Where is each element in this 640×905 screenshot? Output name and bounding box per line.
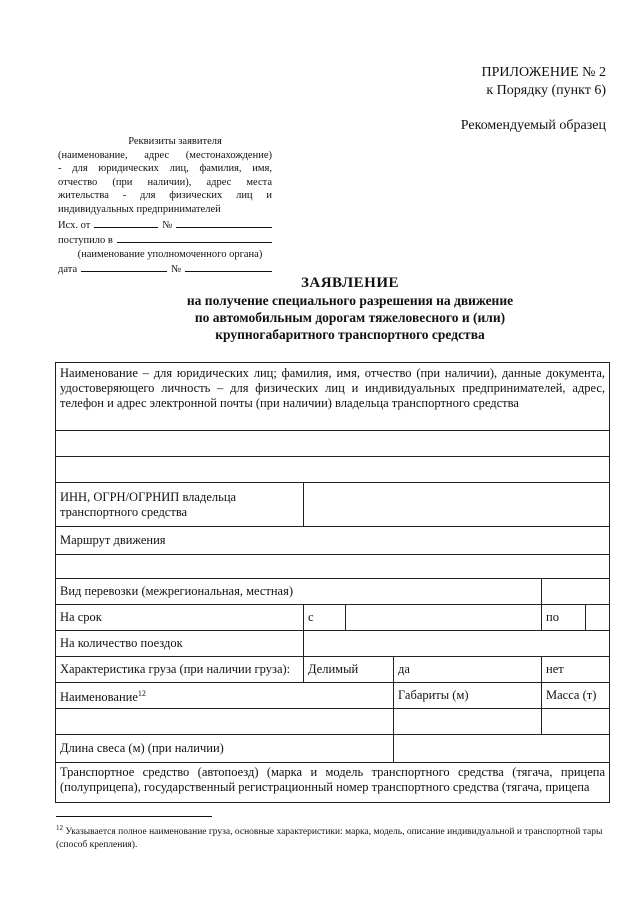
divisible-yes[interactable]: да [394, 657, 542, 683]
term-to-field[interactable] [586, 605, 610, 631]
outgoing-label: Исх. от [58, 219, 91, 231]
dimensions-field[interactable] [394, 709, 542, 735]
authority-field[interactable] [117, 232, 272, 243]
cargo-label: Характеристика груза (при наличии груза): [56, 657, 304, 683]
route-field[interactable] [56, 555, 610, 579]
overhang-label: Длина свеса (м) (при наличии) [56, 735, 394, 763]
title-main: ЗАЯВЛЕНИЕ [300, 275, 400, 291]
application-form-table [55, 362, 610, 803]
term-from-field[interactable] [346, 605, 542, 631]
inn-field[interactable] [304, 483, 610, 527]
divisible-no[interactable]: нет [542, 657, 610, 683]
footnote [56, 822, 626, 852]
owner-name-field[interactable] [56, 431, 610, 457]
term-from-label: с [304, 605, 346, 631]
appendix-title: ПРИЛОЖЕНИЕ № 2 [481, 65, 606, 80]
received-line [58, 232, 272, 248]
order-reference: к Порядку (пункт 6) [486, 83, 606, 98]
recommended-sample: Рекомендуемый образец [460, 118, 606, 133]
requisites-title: Реквизиты заявителя [128, 136, 222, 147]
footnote-text: Указывается полное наименование груза, основные характеристики: марка, модель, описание индивидуальной и транспортной тары (способ крепления). [56, 827, 603, 851]
outgoing-number-field[interactable] [176, 217, 272, 228]
number-sign: № [162, 219, 173, 231]
vehicle-label: Транспортное средство (автопоезд) (марка и модель транспортного средства (тягача, прицепа (полуприцепа), государственный регистрационный номер транспортного средства (тягача, прицепа [56, 763, 610, 803]
transport-type-field[interactable] [542, 579, 610, 605]
owner-name-label: Наименование – для юридических лиц; фамилия, имя, отчество (при наличии), данные документа, удостоверяющего личность – для физических лиц и индивидуальных предпринимателей, адрес, телефон и адрес электронной почты (при наличии) владельца транспортного средства [56, 363, 610, 431]
title-line: на получение специального разрешения на движение [186, 293, 514, 308]
date-label: дата [58, 264, 78, 276]
cargo-name-label: Наименование$^{12}$ [56, 683, 394, 709]
inn-label: ИНН, ОГРН/ОГРНИП владельца транспортного средства [56, 483, 304, 527]
footnote-divider [56, 816, 212, 817]
transport-type-label: Вид перевозки (межрегиональная, местная) [56, 579, 542, 605]
requisites-line: жительства - для физических лиц и [58, 190, 272, 202]
title-line: крупногабаритного транспортного средства [215, 327, 485, 342]
cargo-name-field[interactable] [56, 709, 394, 735]
requisites-line: - для юридических лиц, фамилия, имя, [58, 163, 272, 175]
outgoing-line [58, 217, 272, 233]
footnote-ref: 12 [137, 688, 146, 698]
requisites-line: (наименование, адрес (местонахождение) [58, 149, 272, 161]
requisites-line: индивидуальных предпринимателей [58, 203, 221, 215]
authority-note: (наименование уполномоченного органа) [77, 248, 263, 260]
number-sign: № [171, 264, 182, 276]
requisites-line: отчество (при наличии), адрес места [58, 176, 272, 188]
route-label: Маршрут движения [56, 527, 610, 555]
term-label: На срок [56, 605, 304, 631]
overhang-field[interactable] [394, 735, 610, 763]
divisible-label: Делимый [304, 657, 394, 683]
received-label: поступило в [58, 235, 113, 247]
mass-label: Масса (т) [542, 683, 610, 709]
applicant-requisites [58, 135, 272, 277]
term-to-label: по [542, 605, 586, 631]
dimensions-label: Габариты (м) [394, 683, 542, 709]
trips-label: На количество поездок [56, 631, 304, 657]
trips-field[interactable] [304, 631, 610, 657]
owner-name-field[interactable] [56, 457, 610, 483]
date-field[interactable] [81, 261, 167, 272]
mass-field[interactable] [542, 709, 610, 735]
appendix-header [482, 64, 607, 100]
footnote-number: 12 [56, 824, 63, 832]
date-number-field[interactable] [185, 261, 272, 272]
outgoing-date-field[interactable] [94, 217, 158, 228]
document-title [60, 275, 640, 343]
title-line: по автомобильным дорогам тяжеловесного и (или) [194, 310, 506, 325]
